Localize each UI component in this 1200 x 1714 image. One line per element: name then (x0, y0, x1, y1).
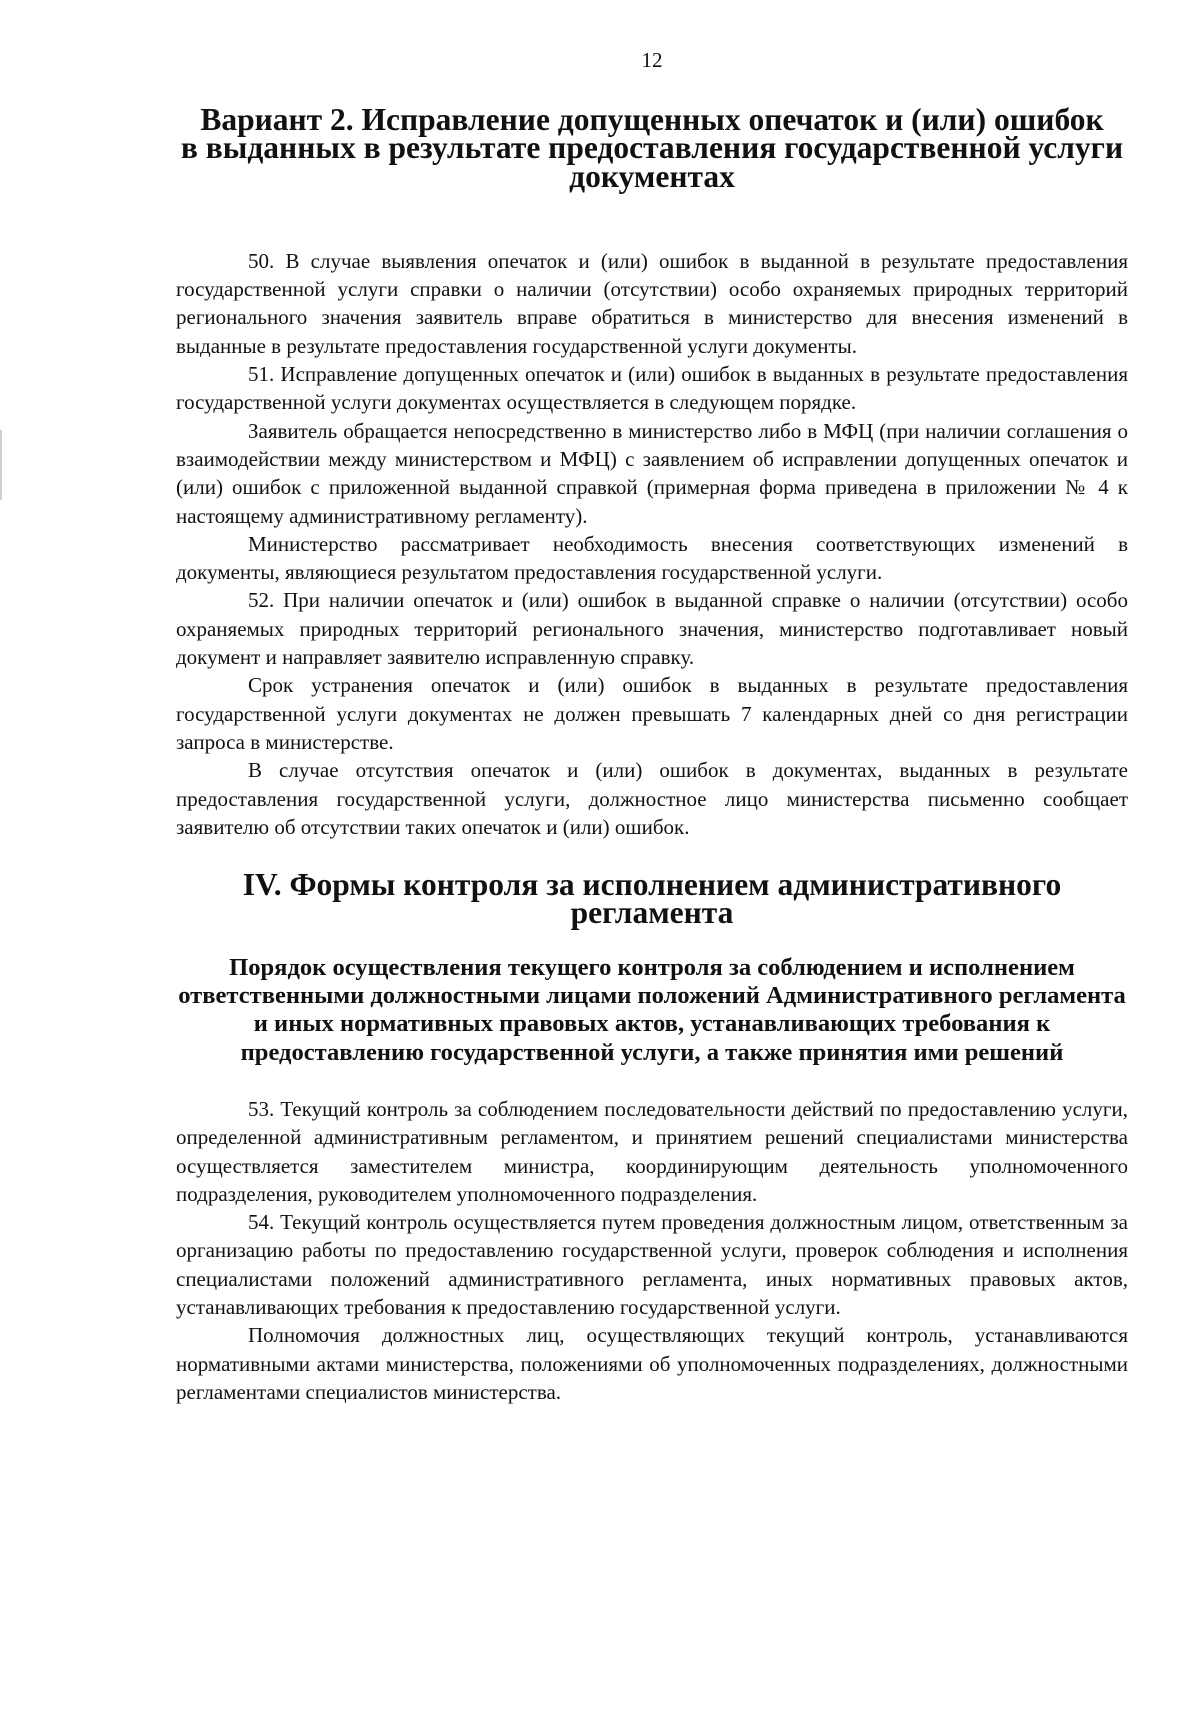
variant-heading-line-2: в выданных в результате предоставления государственной услуги документах (180, 130, 1124, 194)
variant-heading-line-1: Вариант 2. Исправление допущенных опечаток и (или) ошибок (200, 102, 1104, 137)
paragraph-51-ministry: Министерство рассматривает необходимость внесения соответствующих изменений в документы, являющиеся результатом предоставления государственной услуги. (176, 531, 1128, 585)
paragraph-54-authority: Полномочия должностных лиц, осуществляющих текущий контроль, устанавливаются нормативными актами министерства, положениями об уполномоченных подразделениях, должностными регламентами специалистов министерства. (176, 1323, 1128, 1404)
page-number: 12 (641, 48, 663, 72)
paragraph-52-deadline: Срок устранения опечаток и (или) ошибок в выданных в результате предоставления государственной услуги документах не должен превышать 7 календарных дней со дня регистрации запроса в министерстве. (176, 673, 1128, 754)
variant-heading (176, 102, 1128, 194)
paragraph-53: 53. Текущий контроль за соблюдением последовательности действий по предоставлению услуги, определенной административным регламентом, и принятием решений специалистами министерства осуществляется заместителем министра, координирующим деятельность уполномоченного подразделения, руководителем уполномоченного подразделения. (176, 1096, 1128, 1206)
subsection-heading-line-4: предоставлению государственной услуги, а также принятия ими решений (240, 1038, 1064, 1066)
subsection-heading-line-3: и иных нормативных правовых актов, устанавливающих требования к (253, 1010, 1051, 1038)
subsection-heading (176, 954, 1128, 1067)
document-body (176, 102, 1128, 1406)
paragraph-51-applicant: Заявитель обращается непосредственно в министерство либо в МФЦ (при наличии соглашения о взаимодействии между министерством и МФЦ) с заявлением об исправлении допущенных опечаток и (или) ошибок с приложенной выданной справкой (примерная форма приведена в приложении № 4 к настоящему административному регламенту). (176, 418, 1128, 528)
subsection-heading-line-1: Порядок осуществления текущего контроля за соблюдением и исполнением (229, 953, 1075, 981)
paragraph-52-absence: В случае отсутствия опечаток и (или) ошибок в документах, выданных в результате предоставления государственной услуги, должностное лицо министерства письменно сообщает заявителю об отсутствии таких опечаток и (или) ошибок. (176, 758, 1128, 839)
paragraph-52: 52. При наличии опечаток и (или) ошибок в выданной справке о наличии (отсутствии) особо охраняемых природных территорий регионального значения, министерство подготавливает новый документ и направляет заявителю исправленную справку. (176, 588, 1128, 670)
paragraph-50: 50. В случае выявления опечаток и (или) ошибок в выданной в результате предоставления государственной услуги справки о наличии (отсутствии) особо охраняемых природных территорий регионального значения заявитель вправе обратиться в министерство для внесения изменений в выданные в результате предоставления государственной услуги документы. (176, 248, 1128, 358)
paragraph-51: 51. Исправление допущенных опечаток и (или) ошибок в выданных в результате предоставления государственной услуги документах осуществляется в следующем порядке. (176, 362, 1128, 415)
subsection-heading-line-2: ответственными должностными лицами положений Административного регламента (178, 982, 1126, 1010)
paragraph-54: 54. Текущий контроль осуществляется путем проведения должностным лицом, ответственным за организацию работы по предоставлению государственной услуги, проверок соблюдения и исполнения специалистами положений административного регламента, иных нормативных правовых актов, устанавливающих требования к предоставлению государственной услуги. (176, 1210, 1128, 1319)
section-heading: IV. Формы контроля за исполнением административного регламента (242, 867, 1062, 931)
scan-edge-mark (0, 430, 2, 500)
